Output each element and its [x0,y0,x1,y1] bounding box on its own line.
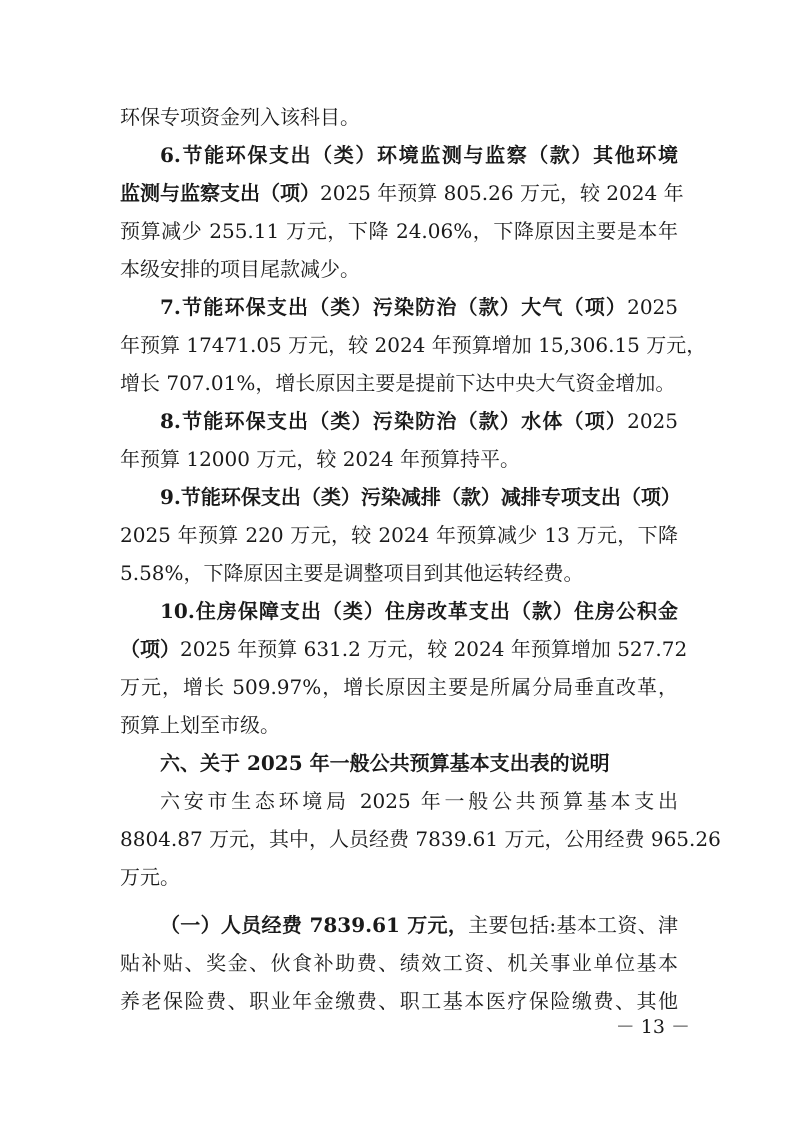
text-line [120,782,678,820]
text-segment: 预算减少 255.11 万元，下降 24.06%，下降原因主要是本年 [120,219,678,243]
text-segment: 2025 年预算 631.2 万元，较 2024 年预算增加 527.72 [180,637,688,661]
bold-text-segment: （项） [120,637,180,661]
text-line [120,744,678,782]
text-line [120,288,678,326]
text-segment: 环保专项资金列入该科目。 [120,105,360,129]
text-segment: 5.58%，下降原因主要是调整项目到其他运转经费。 [120,561,584,585]
text-segment: 贴补贴、奖金、伙食补助费、绩效工资、机关事业单位基本 [120,951,678,975]
text-segment: 养老保险费、职业年金缴费、职工基本医疗保险缴费、其他 [120,989,678,1013]
text-line [120,212,678,250]
bold-text-segment: 7.节能环保支出（类）污染防治（款）大气（项） [160,295,628,319]
text-line [120,326,707,364]
page-number: － 13 － [615,1016,690,1038]
text-line [120,440,678,478]
text-line [120,554,678,592]
text-line [120,136,678,174]
text-line [120,820,721,858]
text-line [120,174,684,212]
bold-text-segment: （一）人员经费 7839.61 万元， [160,913,469,937]
text-segment: 本级安排的项目尾款减少。 [120,257,360,281]
bold-text-segment: 9.节能环保支出（类）污染减排（款）减排专项支出（项） [160,485,681,509]
body-text [120,98,721,1020]
text-line [120,98,678,136]
text-line [120,858,678,896]
text-line [120,516,678,554]
text-segment: 2025 [627,295,678,319]
text-segment: 万元，增长 509.97%，增长原因主要是所属分局垂直改革， [120,675,678,699]
text-line [120,250,678,288]
text-segment: 年预算 17471.05 万元，较 2024 年预算增加 15,306.15 万元， [120,333,707,357]
text-line [120,982,678,1020]
text-line [120,906,678,944]
text-line [120,944,678,982]
bold-text-segment: 10.住房保障支出（类）住房改革支出（款）住房公积金 [160,599,678,623]
text-line [120,706,678,744]
text-line [120,402,678,440]
paragraph-gap [120,896,678,906]
bold-text-segment: 六、关于 2025 年一般公共预算基本支出表的说明 [160,751,610,775]
text-segment: 8804.87 万元，其中，人员经费 7839.61 万元，公用经费 965.26 [120,827,721,851]
bold-text-segment: 6.节能环保支出（类）环境监测与监察（款）其他环境 [160,143,678,167]
text-segment: 增长 707.01%，增长原因主要是提前下达中央大气资金增加。 [120,371,676,395]
text-line [120,364,678,402]
text-line [120,668,678,706]
text-segment: 2025 年预算 805.26 万元，较 2024 年 [320,181,684,205]
text-line [120,592,678,630]
text-segment: 六安市生态环境局 2025 年一般公共预算基本支出 [160,789,678,813]
text-line [120,478,681,516]
text-segment: 2025 [627,409,678,433]
text-segment: 预算上划至市级。 [120,713,280,737]
text-segment: 万元。 [120,865,180,889]
text-segment: 年预算 12000 万元，较 2024 年预算持平。 [120,447,520,471]
text-line [120,630,688,668]
text-segment: 主要包括:基本工资、津 [468,913,678,937]
bold-text-segment: 8.节能环保支出（类）污染防治（款）水体（项） [160,409,628,433]
text-segment: 2025 年预算 220 万元，较 2024 年预算减少 13 万元，下降 [120,523,678,547]
bold-text-segment: 监测与监察支出（项） [120,181,320,205]
